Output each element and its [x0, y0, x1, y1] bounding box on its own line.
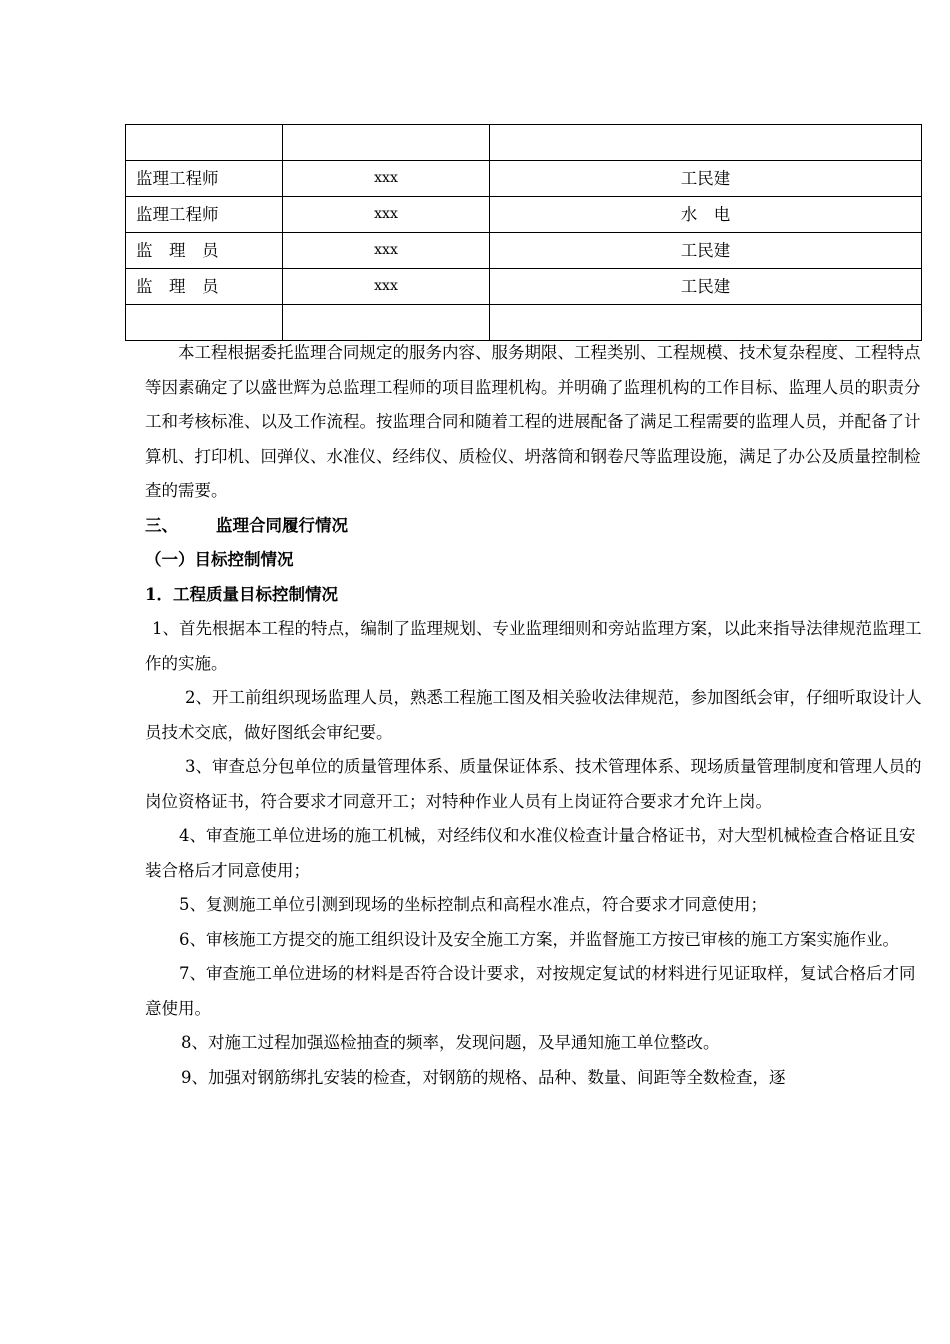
subsection-heading: （一）目标控制情况 — [145, 550, 294, 569]
section-number: 三、 — [145, 515, 178, 535]
list-item: 5、复测施工单位引测到现场的坐标控制点和高程水准点，符合要求才同意使用； — [179, 895, 767, 914]
role-cell — [126, 125, 283, 161]
role-cell: 监理工程师 — [126, 197, 283, 233]
table-row — [126, 197, 922, 233]
name-cell: xxx — [283, 269, 490, 305]
list-item: 2、开工前组织现场监理人员，熟悉工程施工图及相关验收法律规范，参加图纸会审，仔细听取设计人员技术交底，做好图纸会审纪要。 — [145, 688, 922, 742]
list-item: 6、审核施工方提交的施工组织设计及安全施工方案，并监督施工方按已审核的施工方案实施作业。 — [179, 929, 899, 949]
name-cell: xxx — [283, 197, 490, 233]
list-item: 7、审查施工单位进场的材料是否符合设计要求，对按规定复试的材料进行见证取样，复试合格后才同意使用。 — [145, 964, 916, 1018]
specialty-cell: 水 电 — [490, 197, 922, 233]
section-heading — [145, 509, 923, 544]
body-text — [145, 336, 923, 1095]
table-row — [126, 269, 922, 305]
specialty-cell: 工民建 — [490, 269, 922, 305]
role-cell: 监 理 员 — [126, 269, 283, 305]
table-row — [126, 161, 922, 197]
list-item: 3、审查总分包单位的质量管理体系、质量保证体系、技术管理体系、现场质量管理制度和管理人员的岗位资格证书，符合要求才同意开工；对特种作业人员有上岗证符合要求才允许上岗。 — [145, 757, 922, 811]
list-item: 9、加强对钢筋绑扎安装的检查，对钢筋的规格、品种、数量、间距等全数检查，逐 — [181, 1067, 786, 1087]
list-item: 8、对施工过程加强巡检抽查的频率，发现问题，及早通知施工单位整改。 — [181, 1033, 720, 1052]
table-row — [126, 125, 922, 161]
specialty-cell — [490, 125, 922, 161]
subsubsection-heading: 1．工程质量目标控制情况 — [145, 584, 338, 604]
name-cell: xxx — [283, 161, 490, 197]
section-title: 监理合同履行情况 — [216, 515, 348, 535]
role-cell: 监理工程师 — [126, 161, 283, 197]
name-cell — [283, 125, 490, 161]
table-row — [126, 233, 922, 269]
intro-paragraph: 本工程根据委托监理合同规定的服务内容、服务期限、工程类别、工程规模、技术复杂程度、工程特点等因素确定了以盛世辉为总监理工程师的项目监理机构。并明确了监理机构的工作目标、监理人员的职责分工和考核标准、以及工作流程。按监理合同和随着工程的进展配备了满足工程需要的监理人员，并配备了计算机、打印机、回弹仪、水准仪、经纬仪、质检仪、坍落筒和钢卷尺等监理设施，满足了办公及质量控制检查的需要。 — [145, 343, 921, 500]
role-cell: 监 理 员 — [126, 233, 283, 269]
staff-table — [125, 124, 922, 341]
name-cell: xxx — [283, 233, 490, 269]
specialty-cell: 工民建 — [490, 233, 922, 269]
list-item: 4、审查施工单位进场的施工机械，对经纬仪和水准仪检查计量合格证书，对大型机械检查合格证且安装合格后才同意使用； — [145, 826, 916, 880]
list-item: 1、首先根据本工程的特点，编制了监理规划、专业监理细则和旁站监理方案，以此来指导法律规范监理工作的实施。 — [145, 619, 922, 673]
specialty-cell: 工民建 — [490, 161, 922, 197]
